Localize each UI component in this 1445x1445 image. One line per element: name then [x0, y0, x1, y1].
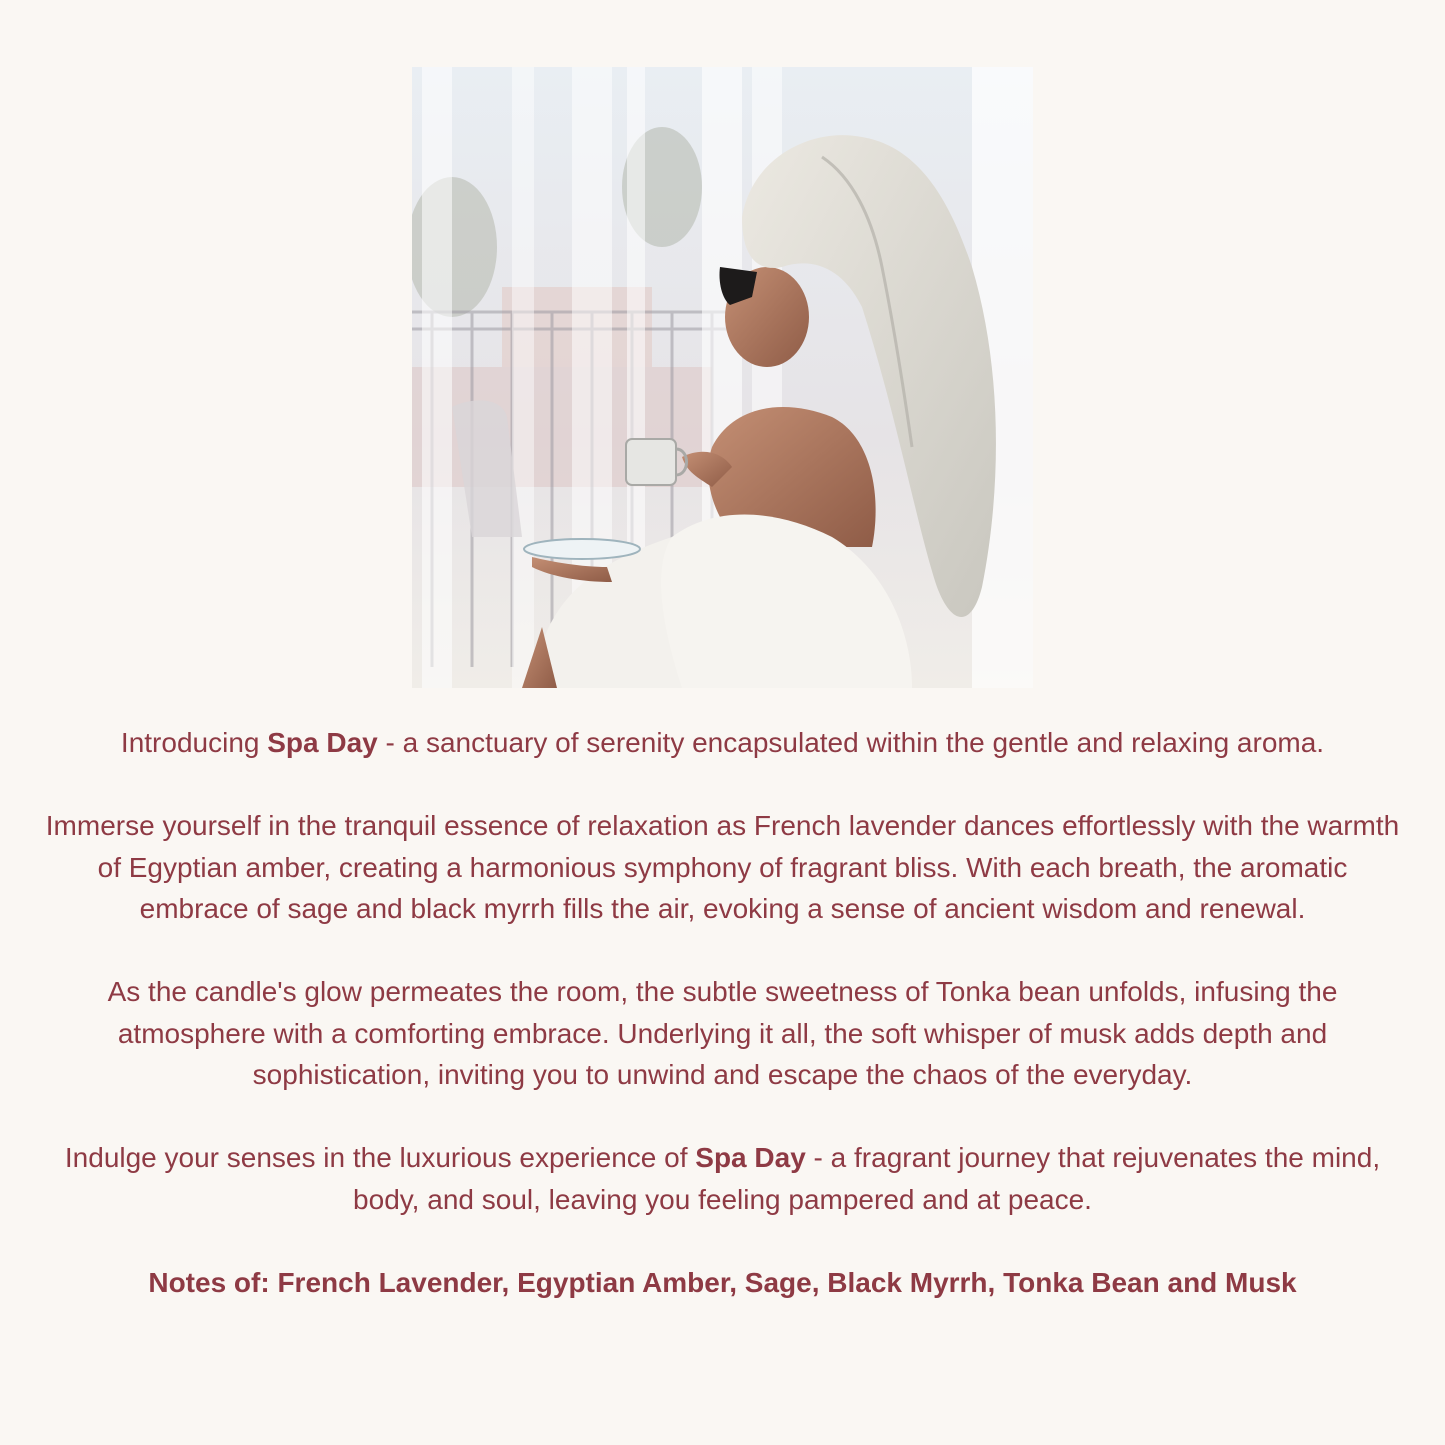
intro-paragraph [40, 722, 1405, 764]
hero-photo [412, 67, 1033, 688]
product-name: Spa Day [267, 727, 378, 758]
product-name-closing: Spa Day [695, 1142, 806, 1173]
candle-paragraph: As the candle's glow permeates the room, the subtle sweetness of Tonka bean unfolds, infusing the atmosphere with a comforting embrace. Underlying it all, the soft whisper of musk adds depth and sophistication, inviting you to unwind and escape the chaos of the everyday. [107, 976, 1338, 1090]
closing-paragraph [40, 1137, 1405, 1220]
product-description [40, 722, 1405, 1345]
intro-text-after: - a sanctuary of serenity encapsulated within the gentle and relaxing aroma. [377, 727, 1325, 758]
lavender-paragraph: Immerse yourself in the tranquil essence of relaxation as French lavender dances effortlessly with the warmth of Egyptian amber, creating a harmonious symphony of fragrant bliss. With each breath, the aromatic embrace of sage and black myrrh fills the air, evoking a sense of ancient wisdom and renewal. [45, 810, 1400, 924]
closing-text-after: - a fragrant journey that rejuvenates the mind, body, and soul, leaving you feeling pampered and at peace. [353, 1142, 1381, 1215]
closing-text-before: Indulge your senses in the luxurious experience of [64, 1142, 696, 1173]
fragrance-notes: Notes of: French Lavender, Egyptian Amber, Sage, Black Myrrh, Tonka Bean and Musk [148, 1266, 1297, 1298]
intro-text-before: Introducing [120, 727, 268, 758]
